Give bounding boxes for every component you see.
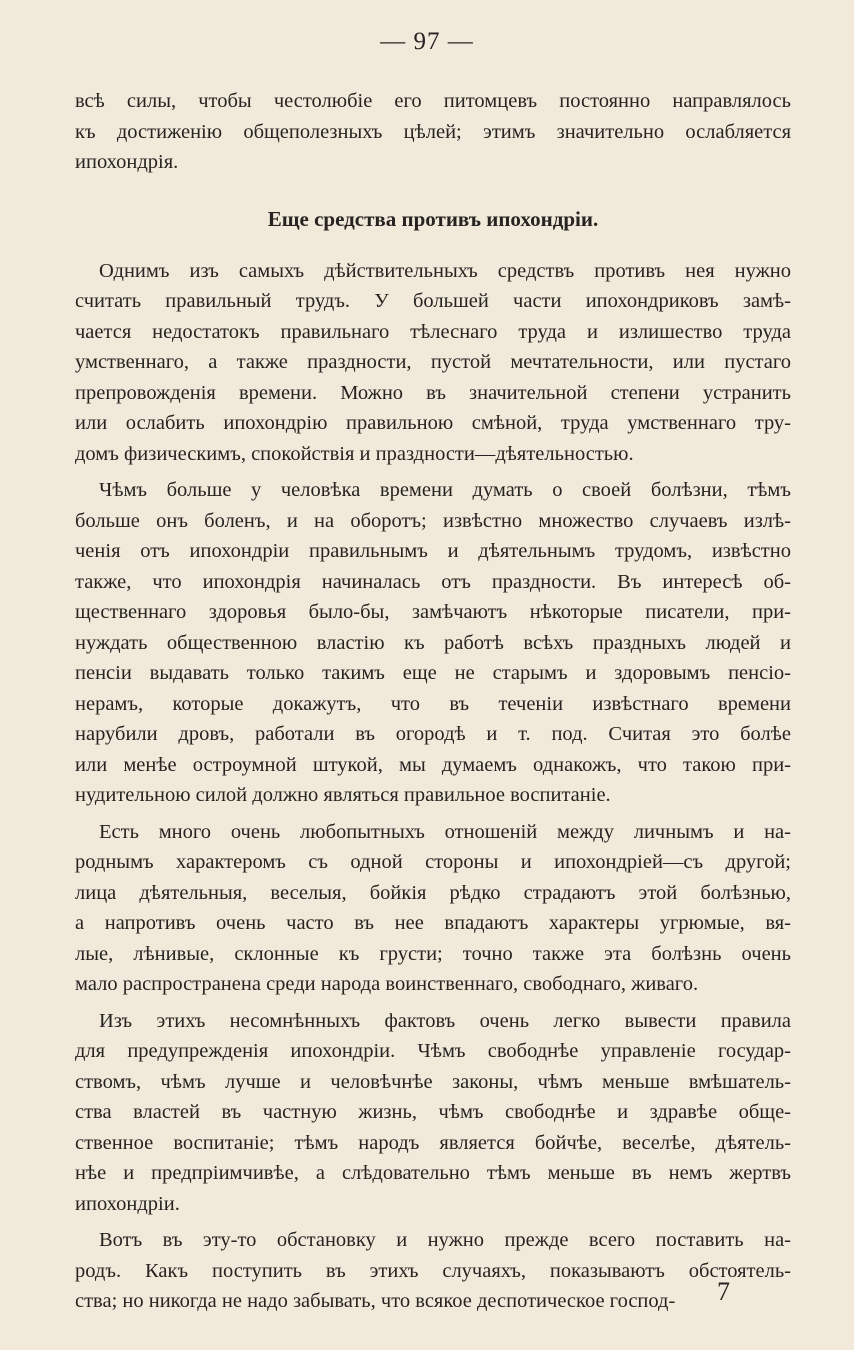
text-line: считать правильный трудъ. У большей части ипохондриковъ замѣ- bbox=[75, 290, 791, 312]
text-line: родъ. Какъ поступить въ этихъ случаяхъ, показываютъ обстоятель- bbox=[75, 1259, 791, 1282]
text-line: умственнаго, а также праздности, пустой мечтательности, или пустаго bbox=[75, 351, 791, 373]
text-line: больше онъ боленъ, и на оборотъ; извѣстно множество случаевъ излѣ- bbox=[75, 509, 791, 532]
text-line: нуждать общественною властію къ работѣ всѣхъ праздныхъ людей и bbox=[75, 631, 791, 654]
text-line: ства властей въ частную жизнь, чѣмъ свободнѣе и здравѣе обще- bbox=[75, 1101, 791, 1123]
text-line: ствомъ, чѣмъ лучше и человѣчнѣе законы, чѣмъ меньше вмѣшатель- bbox=[75, 1070, 791, 1093]
text-line: Однимъ изъ самыхъ дѣйствительныхъ средствъ противъ нея нужно bbox=[99, 259, 791, 282]
text-line: мало распространена среди народа воинственнаго, свободнаго, живаго. bbox=[75, 973, 699, 995]
text-line: роднымъ характеромъ съ одной стороны и ипохондріей—съ другой; bbox=[75, 851, 791, 873]
paragraph bbox=[75, 817, 791, 1000]
text-line: всѣ силы, чтобы честолюбіе его питомцевъ постоянно направлялось bbox=[75, 90, 791, 112]
text-line: ипохондрія. bbox=[75, 151, 179, 173]
text-line: нѣе и предпріимчивѣе, а слѣдовательно тѣмъ меньше въ немъ жертвъ bbox=[75, 1162, 791, 1184]
page-number: — 97 — bbox=[380, 28, 474, 55]
paragraph bbox=[75, 256, 791, 470]
text-line: для предупрежденія ипохондріи. Чѣмъ свободнѣе управленіе государ- bbox=[75, 1040, 791, 1062]
text-line: пенсіи выдавать только такимъ еще не старымъ и здоровымъ пенсіо- bbox=[75, 662, 791, 684]
text-line: ственное воспитаніе; тѣмъ народъ является бойчѣе, веселѣе, дѣятель- bbox=[75, 1131, 791, 1154]
text-line: Вотъ въ эту-то обстановку и нужно прежде всего поставить на- bbox=[99, 1229, 791, 1251]
text-line: чается недостатокъ правильнаго тѣлеснаго труда и излишество труда bbox=[75, 320, 791, 343]
text-line: а напротивъ очень часто въ нее впадаютъ характеры угрюмые, вя- bbox=[75, 912, 791, 934]
text-line: Есть много очень любопытныхъ отношеній между личнымъ и на- bbox=[99, 820, 791, 843]
text-line: къ достиженію общеполезныхъ цѣлей; этимъ значительно ослабляется bbox=[75, 120, 791, 143]
text-line: препровожденія времени. Можно въ значительной степени устранить bbox=[75, 381, 791, 404]
page-body bbox=[75, 86, 791, 1317]
text-line: также, что ипохондрія начиналась отъ праздности. Въ интересѣ об- bbox=[75, 570, 791, 593]
text-line: лые, лѣнивые, склонные къ грусти; точно также эта болѣзнь очень bbox=[75, 942, 791, 965]
text-line: или менѣе остроумной штукой, мы думаемъ однакожъ, что такою при- bbox=[75, 753, 791, 776]
paragraph bbox=[75, 475, 791, 811]
paragraph bbox=[75, 1225, 791, 1317]
section-heading: Еще средства противъ ипохондріи. bbox=[267, 206, 599, 231]
text-line: лица дѣятельныя, веселыя, бойкія рѣдко страдаютъ этой болѣзнью, bbox=[75, 881, 791, 904]
paragraph bbox=[75, 86, 791, 178]
text-line: нерамъ, которые докажутъ, что въ теченіи извѣстнаго времени bbox=[75, 692, 791, 715]
text-line: ипохондріи. bbox=[75, 1192, 180, 1215]
text-line: щественнаго здоровья было-бы, замѣчаютъ нѣкоторые писатели, при- bbox=[75, 601, 791, 623]
paragraph bbox=[75, 1006, 791, 1220]
text-line: домъ физическимъ, спокойствія и праздности—дѣятельностью. bbox=[75, 442, 634, 465]
text-line: или ослабить ипохондрію правильною смѣной, труда умственнаго тру- bbox=[75, 412, 791, 434]
text-line: ства; но никогда не надо забывать, что всякое деспотическое господ- bbox=[75, 1290, 676, 1312]
text-line: Изъ этихъ несомнѣнныхъ фактовъ очень легко вывести правила bbox=[99, 1009, 791, 1032]
text-line: Чѣмъ больше у человѣка времени думать о своей болѣзни, тѣмъ bbox=[99, 479, 791, 501]
text-line: нудительною силой должно являться правильное воспитаніе. bbox=[75, 784, 611, 806]
signature-mark: 7 bbox=[717, 1277, 730, 1306]
text-line: нарубили дровъ, работали въ огородѣ и т. под. Считая это болѣе bbox=[75, 723, 791, 745]
text-line: ченія отъ ипохондріи правильнымъ и дѣятельнымъ трудомъ, извѣстно bbox=[75, 540, 791, 562]
